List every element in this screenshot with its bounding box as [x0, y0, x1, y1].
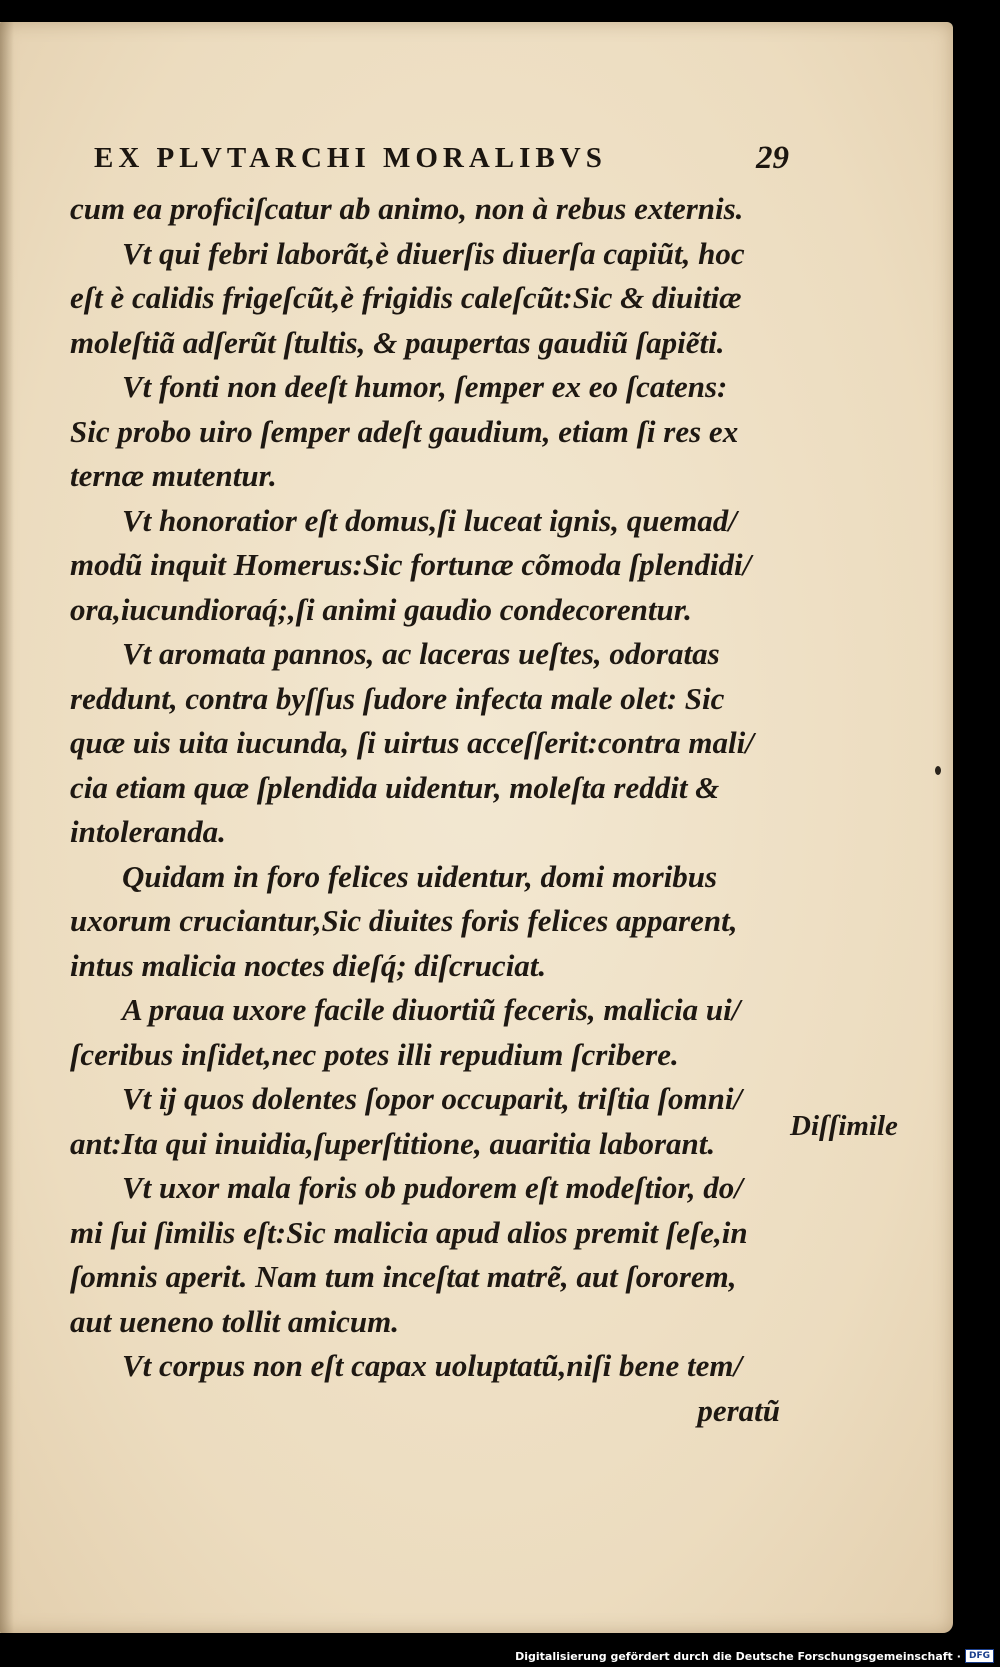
text-line: quæ uis uita iucunda, ſi uirtus acceſſerit:contra mali/ [70, 725, 754, 760]
text-line: Vt qui febri laborãt,è diuerſis diuerſa capiũt, hoc [122, 235, 745, 271]
text-line: Vt honoratior eſt domus,ſi luceat ignis, quemad/ [122, 502, 737, 538]
running-head-title: EX PLVTARCHI MORALIBVS [94, 142, 607, 174]
text-line: Vt uxor mala foris ob pudorem eſt modeſtior, do/ [122, 1170, 743, 1205]
text-line: moleſtiã adſerũt ſtultis, & paupertas gaudiũ ſapiẽti. [70, 324, 725, 360]
dfg-logo: DFG [965, 1649, 994, 1663]
text-line: Vt aromata pannos, ac laceras ueſtes, odoratas [122, 636, 720, 671]
text-line: ora,iucundioraq́;,ſi animi gaudio condecorentur. [70, 591, 692, 627]
footer-credit: Digitalisierung gefördert durch die Deutsche Forschungsgemeinschaft [515, 1649, 953, 1663]
text-line: ſceribus inſidet,nec potes illi repudium ſcribere. [70, 1036, 679, 1072]
page-number: 29 [756, 140, 789, 176]
text-line: Vt corpus non eſt capax uoluptatũ,niſi bene tem/ [122, 1348, 743, 1383]
text-line: intoleranda. [70, 814, 226, 849]
text-line: Vt ij quos dolentes ſopor occuparit, triſtia ſomni/ [122, 1081, 743, 1116]
text-line: mi ſui ſimilis eſt:Sic malicia apud alios premit ſeſe,in [70, 1214, 748, 1250]
text-line: cum ea proficiſcatur ab animo, non à rebus externis. [70, 191, 744, 226]
book-page [0, 22, 953, 1633]
text-line: Sic probo uiro ſemper adeſt gaudium, etiam ſi res ex [70, 413, 739, 449]
running-head [94, 142, 789, 175]
text-line: modũ inquit Homerus:Sic fortunæ cõmoda ſplendidi/ [70, 547, 752, 582]
text-line: ant:Ita qui inuidia,ſuperſtitione, auaritia laborant. [70, 1125, 716, 1161]
text-line: ternæ mutentur. [70, 458, 277, 493]
digitization-footer: Digitalisierung gefördert durch die Deutsche Forschungsgemeinschaft · DFG [515, 1649, 994, 1663]
text-line: eſt è calidis frigeſcũt,è frigidis caleſcũt:Sic & diuitiæ [70, 280, 742, 315]
gutter-shadow [0, 22, 14, 1633]
margin-note: Diſſimile [790, 1110, 898, 1142]
text-line: A praua uxore facile diuortiũ feceris, malicia ui/ [122, 992, 741, 1027]
text-line: Vt fonti non deeſt humor, ſemper ex eo ſcatens: [122, 369, 728, 404]
text-line: ſomnis aperit. Nam tum inceſtat matrẽ, aut ſororem, [70, 1259, 737, 1294]
text-line: Quidam in foro felices uidentur, domi moribus [122, 858, 718, 894]
ink-speck [935, 766, 941, 775]
body-text [70, 187, 790, 1433]
text-line: intus malicia noctes dieſq́; diſcruciat. [70, 947, 547, 983]
catchword: peratũ [697, 1392, 780, 1428]
text-line: cia etiam quæ ſplendida uidentur, moleſta reddit & [70, 769, 720, 805]
text-line: reddunt, contra byſſus ſudore infecta male olet: Sic [70, 680, 725, 716]
text-line: aut ueneno tollit amicum. [70, 1303, 399, 1339]
text-line: uxorum cruciantur,Sic diuites foris felices apparent, [70, 903, 738, 938]
